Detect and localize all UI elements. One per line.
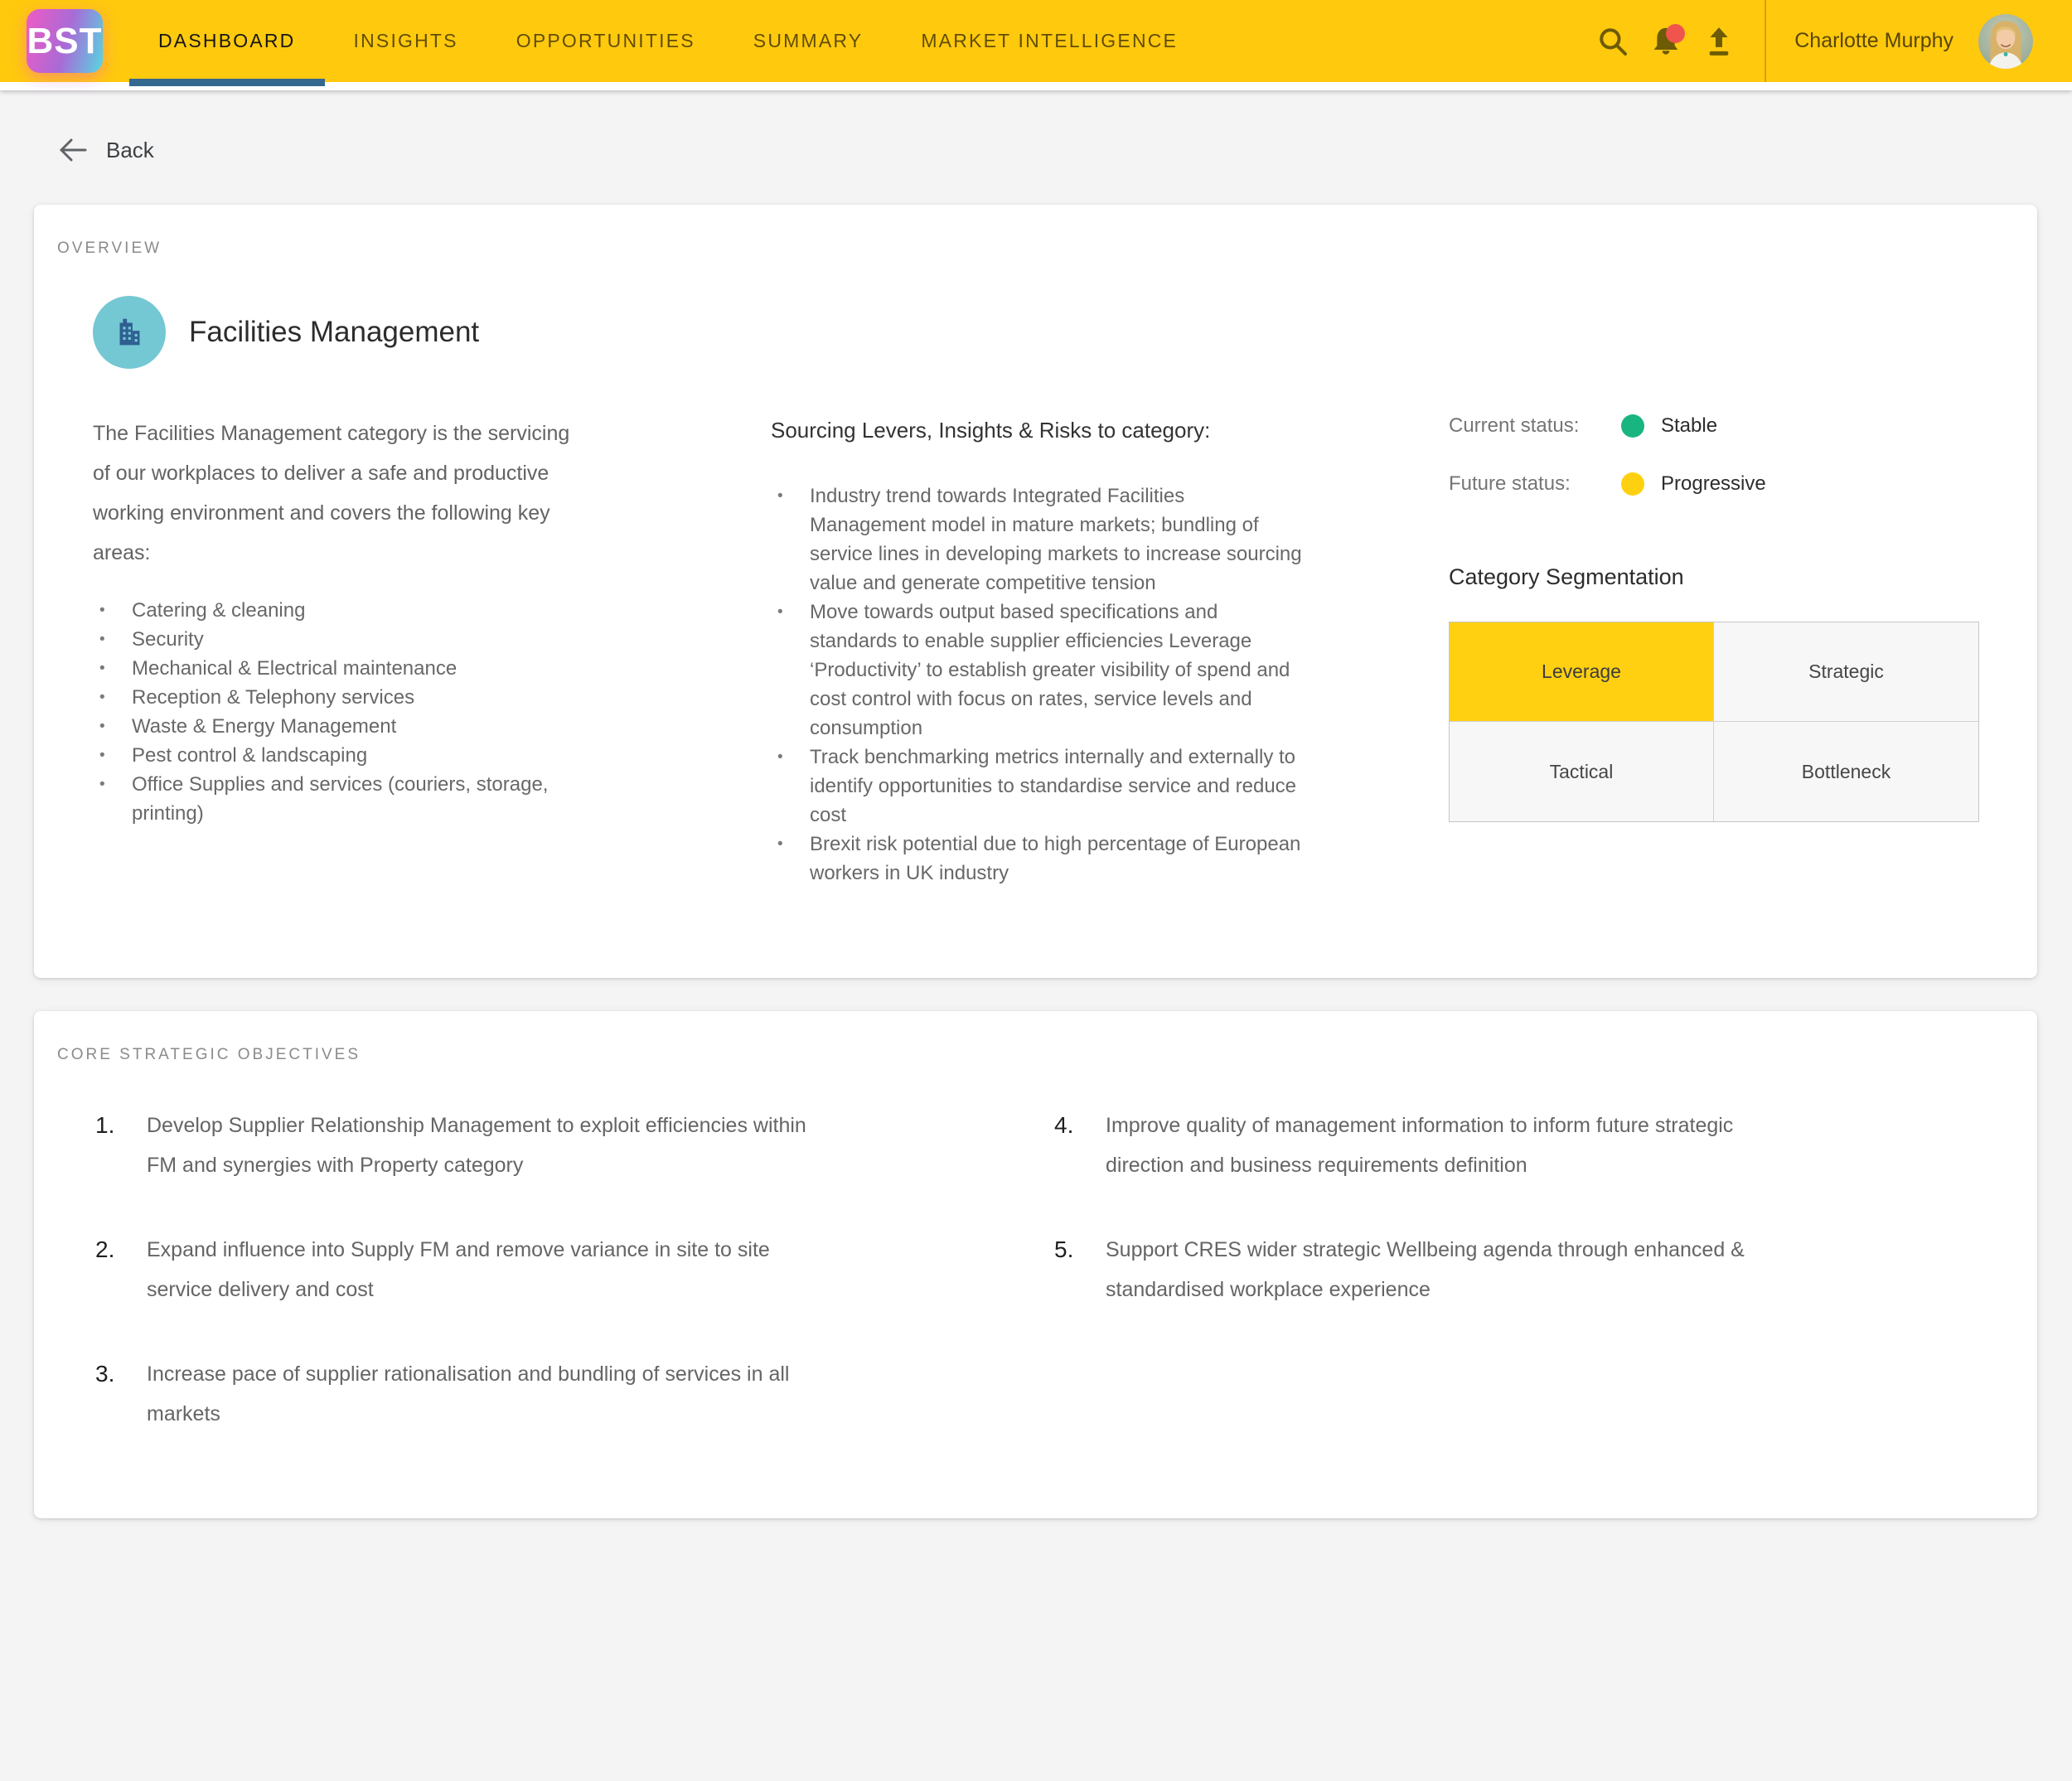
upload-icon[interactable]: [1700, 22, 1738, 60]
objective-text: Support CRES wider strategic Wellbeing agenda through enhanced & standardised workplace experience: [1106, 1238, 1745, 1301]
status-segmentation-column: [1449, 414, 1979, 888]
bullet-icon: •: [99, 747, 105, 764]
avatar[interactable]: [1978, 14, 2033, 69]
category-title-row: [93, 296, 2037, 369]
list-item: • Waste & Energy Management: [93, 712, 590, 741]
category-description-column: [93, 414, 590, 888]
overview-section-label: OVERVIEW: [57, 240, 162, 257]
tab-opportunities[interactable]: OPPORTUNITIES: [516, 30, 695, 51]
objective-number: 4.: [1054, 1112, 1074, 1138]
objectives-column-left: [95, 1106, 941, 1479]
sourcing-heading: Sourcing Levers, Insights & Risks to category:: [771, 418, 1211, 443]
user-name: Charlotte Murphy: [1794, 29, 1953, 52]
tab-dashboard[interactable]: DASHBOARD: [129, 0, 325, 82]
objectives-columns: [95, 1106, 2037, 1479]
bullet-icon: •: [99, 660, 105, 677]
bullet-icon: •: [777, 748, 783, 766]
header-divider: [1765, 0, 1766, 82]
list-item: • Reception & Telephony services: [93, 683, 590, 712]
bullet-icon: •: [99, 718, 105, 735]
list-item: • Pest control & landscaping: [93, 741, 590, 770]
list-item: • Track benchmarking metrics internally and externally to identify opportunities to standardise service and reduce cost: [771, 743, 1303, 830]
objective-number: 2.: [95, 1237, 115, 1262]
app-logo-text: BST: [27, 20, 103, 61]
back-button[interactable]: [58, 137, 154, 163]
overview-columns: [93, 414, 1979, 888]
objectives-section-label: CORE STRATEGIC OBJECTIVES: [57, 1046, 361, 1063]
overview-card: [34, 205, 2037, 978]
bullet-icon: •: [777, 603, 783, 621]
segmentation-heading: Category Segmentation: [1449, 564, 1684, 589]
objective-item: [1054, 1230, 1949, 1309]
bullet-icon: •: [777, 487, 783, 505]
key-areas-list: [93, 596, 590, 828]
segmentation-cell-leverage[interactable]: Leverage: [1450, 622, 1714, 722]
objective-text: Improve quality of management information to inform future strategic direction and business requirements definition: [1106, 1114, 1734, 1177]
current-status-label: Current status:: [1449, 414, 1580, 437]
status-dot-yellow: [1621, 472, 1644, 496]
future-status-row: [1449, 472, 1979, 496]
notifications-bell-icon[interactable]: [1647, 22, 1685, 60]
app-logo[interactable]: [27, 9, 103, 73]
segmentation-cell-bottleneck[interactable]: Bottleneck: [1714, 722, 1978, 821]
app-header: [0, 0, 2072, 82]
objective-text: Expand influence into Supply FM and remove variance in site to site service delivery and cost: [147, 1238, 770, 1301]
bullet-icon: •: [99, 602, 105, 619]
objective-text: Increase pace of supplier rationalisation and bundling of services in all markets: [147, 1362, 790, 1425]
future-status-value: Progressive: [1661, 472, 1766, 495]
objective-number: 3.: [95, 1361, 115, 1387]
bullet-icon: •: [99, 689, 105, 706]
search-icon[interactable]: [1594, 22, 1632, 60]
notification-badge: [1666, 24, 1685, 43]
building-icon: [93, 296, 166, 369]
objective-item: [95, 1106, 941, 1185]
main-nav: [129, 0, 1207, 82]
tab-summary[interactable]: SUMMARY: [753, 30, 864, 51]
future-status-label: Future status:: [1449, 472, 1571, 495]
objective-number: 1.: [95, 1112, 115, 1138]
list-item: • Move towards output based specifications and standards to enable supplier efficiencies Leverage ‘Productivity’ to establish greater visibility of spend and cost control with focus on rates, service levels and consumption: [771, 598, 1303, 743]
objective-number: 5.: [1054, 1237, 1074, 1262]
bullet-icon: •: [777, 835, 783, 853]
segmentation-grid: [1449, 622, 1979, 822]
segmentation-cell-strategic[interactable]: Strategic: [1714, 622, 1978, 722]
sourcing-points-list: [771, 482, 1303, 888]
header-actions: [1594, 0, 2072, 82]
tab-market-intelligence[interactable]: MARKET INTELLIGENCE: [921, 30, 1179, 51]
segmentation-cell-tactical[interactable]: Tactical: [1450, 722, 1714, 821]
list-item: • Office Supplies and services (couriers, storage, printing): [93, 770, 590, 828]
back-arrow-icon: [58, 137, 88, 163]
bullet-icon: •: [99, 776, 105, 793]
list-item: • Security: [93, 625, 590, 654]
bullet-icon: •: [99, 631, 105, 648]
list-item: • Catering & cleaning: [93, 596, 590, 625]
back-label: Back: [106, 137, 154, 162]
list-item: • Brexit risk potential due to high percentage of European workers in UK industry: [771, 830, 1303, 888]
current-status-value: Stable: [1661, 414, 1718, 437]
objective-text: Develop Supplier Relationship Management to exploit efficiencies within FM and synergies with Property category: [147, 1114, 806, 1177]
tab-insights[interactable]: INSIGHTS: [353, 30, 458, 51]
page-title: Facilities Management: [189, 316, 480, 348]
list-item: • Mechanical & Electrical maintenance: [93, 654, 590, 683]
list-item: • Industry trend towards Integrated Facilities Management model in mature markets; bundling of service lines in developing markets to increase sourcing value and generate competitive tension: [771, 482, 1303, 598]
objectives-card: [34, 1011, 2037, 1518]
sourcing-levers-column: [771, 414, 1303, 888]
current-status-row: [1449, 414, 1979, 438]
objective-item: [95, 1230, 941, 1309]
objectives-column-right: [1054, 1106, 1949, 1479]
category-description: The Facilities Management category is the servicing of our workplaces to deliver a safe and productive working environment and covers the following key areas:: [93, 422, 570, 564]
status-dot-green: [1621, 414, 1644, 438]
objective-item: [95, 1354, 941, 1434]
objective-item: [1054, 1106, 1949, 1185]
